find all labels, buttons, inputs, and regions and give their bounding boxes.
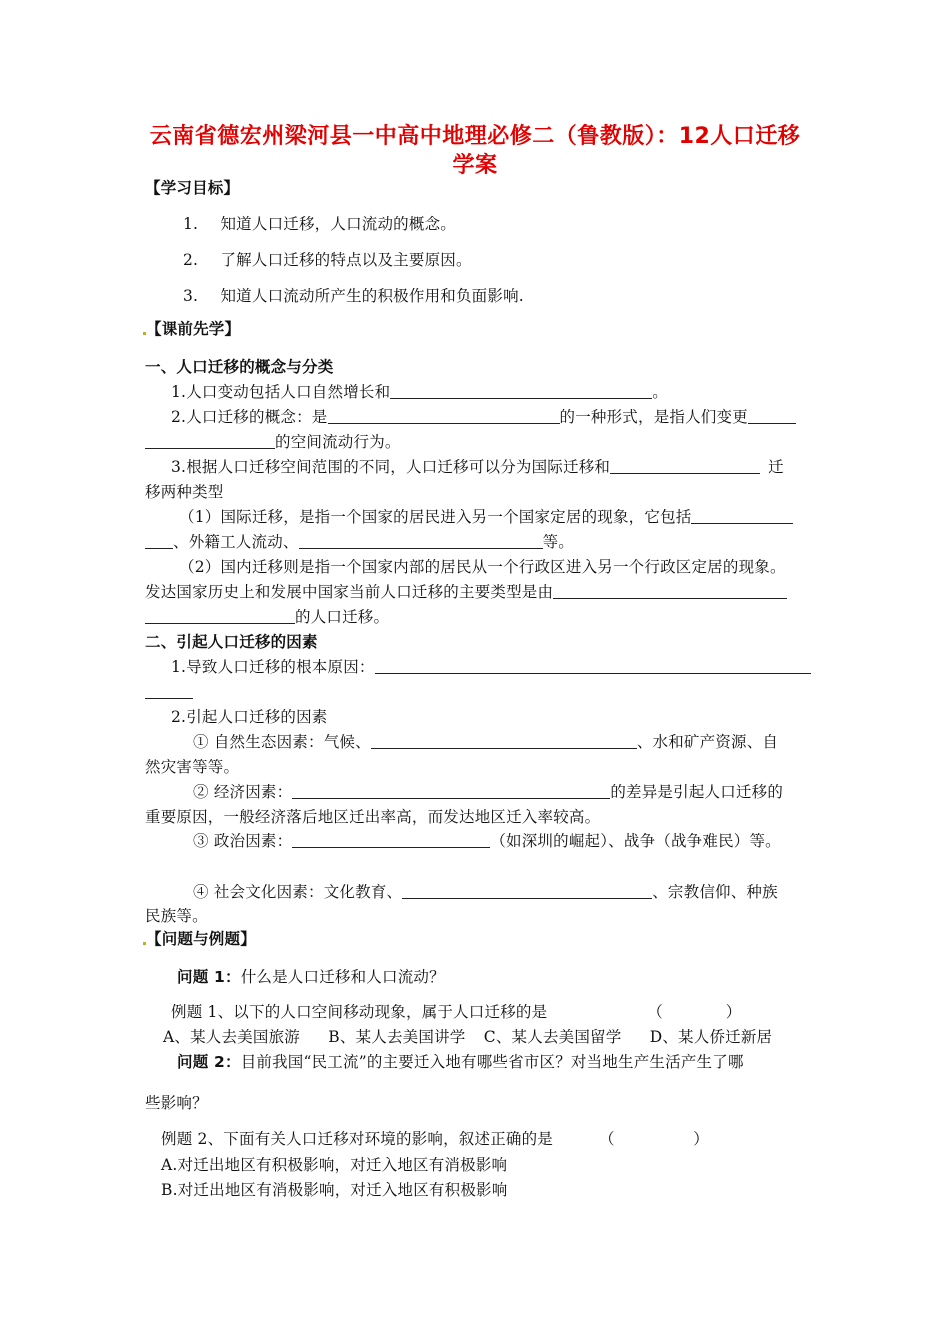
question-2-cont: 的空间流动行为。 [145,432,401,452]
answer-blank[interactable] [299,533,543,549]
option-c: C、某人去美国留学 [483,1028,622,1046]
goal-text: 知道人口流动所产生的积极作用和负面影响. [220,287,524,305]
answer-blank[interactable] [371,733,637,749]
goal-number: 1. [183,215,199,233]
example-1: 例题 1、以下的人口空间移动现象，属于人口迁移的是 （ ） [171,1003,742,1021]
problems-heading: 【问题与例题】 [143,929,256,949]
question-4-cont [145,682,193,702]
section-1-title: 一、人口迁移的概念与分类 [145,358,334,376]
example-2: 例题 2、下面有关人口迁移对环境的影响，叙述正确的是 （ ） [161,1130,709,1148]
goal-text: 知道人口迁移，人口流动的概念。 [220,215,456,233]
goal-item [183,250,472,270]
answer-blank[interactable] [292,783,610,799]
question-3-2-cont2: 的人口迁移。 [145,607,389,627]
goal-text: 了解人口迁移的特点以及主要原因。 [220,251,472,269]
option-a: A、某人去美国旅游 [163,1028,300,1046]
document-title-line2: 学案 [452,153,498,178]
answer-blank[interactable] [145,433,275,449]
factor-natural: ① 自然生态因素：气候、 、水和矿产资源、自 [193,733,779,751]
answer-blank[interactable] [553,583,787,599]
answer-blank[interactable] [691,508,793,524]
goal-number: 3. [183,287,199,305]
factor-political: ③ 政治因素： （如深圳的崛起）、战争（战争难民）等。 [193,832,781,850]
goals-heading: 【学习目标】 [145,179,240,197]
question-2: 2.人口迁移的概念：是 的一种形式，是指人们变更 [171,407,796,427]
question-3: 3.根据人口迁移空间范围的不同，人口迁移可以分为国际迁移和 迁 [171,458,784,476]
factor-economic-cont: 重要原因，一般经济落后地区迁出率高，而发达地区迁入率较高。 [145,808,601,826]
example-2-option-a: A.对迁出地区有积极影响，对迁入地区有消极影响 [161,1156,508,1174]
factor-economic: ② 经济因素： 的差异是引起人口迁移的 [193,783,784,801]
factor-social: ④ 社会文化因素：文化教育、 、宗教信仰、种族 [193,883,778,901]
factor-social-cont: 民族等。 [145,907,208,925]
question-1: 1.人口变动包括人口自然增长和 。 [171,383,668,401]
answer-blank[interactable] [390,383,652,399]
goal-number: 2. [183,251,199,269]
answer-blank[interactable] [328,408,560,424]
factor-natural-cont: 然灾害等等。 [145,758,240,776]
problem-2: 问题 2：目前我国“民工流”的主要迁入地有哪些省市区？对当地生产生活产生了哪 [177,1053,744,1071]
answer-blank[interactable] [145,608,295,624]
goal-item [183,286,524,306]
question-4: 1.导致人口迁移的根本原因： [171,657,811,677]
problem-2-cont: 些影响？ [145,1094,208,1112]
problem-1: 问题 1：什么是人口迁移和人口流动？ [177,968,445,986]
option-b: B、某人去美国讲学 [328,1028,466,1046]
goal-item [183,214,456,234]
question-3-1-cont: 、外籍工人流动、 等。 [145,532,574,552]
answer-blank[interactable] [375,658,811,674]
answer-blank[interactable] [145,533,173,549]
answer-blank[interactable] [610,458,760,474]
question-3-cont: 移两种类型 [145,483,224,501]
answer-blank[interactable] [748,408,796,424]
answer-blank[interactable] [402,883,652,899]
answer-blank[interactable] [292,832,490,848]
example-2-option-b: B.对迁出地区有消极影响，对迁入地区有积极影响 [161,1181,508,1199]
answer-blank[interactable] [145,683,193,699]
question-5: 2.引起人口迁移的因素 [171,708,328,726]
document-title: 云南省德宏州梁河县一中高中地理必修二（鲁教版）：12人口迁移 [149,124,801,149]
question-3-1: （1）国际迁移，是指一个国家的居民进入另一个国家定居的现象，它包括 [179,507,793,527]
question-3-2: （2）国内迁移则是指一个国家内部的居民从一个行政区进入另一个行政区定居的现象。 [179,558,786,576]
question-3-2-cont: 发达国家历史上和发展中国家当前人口迁移的主要类型是由 [145,582,787,602]
section-2-title: 二、引起人口迁移的因素 [145,633,318,651]
example-1-options [163,1027,772,1047]
preview-heading: 【课前先学】 [143,319,240,339]
option-d: D、某人侨迁新居 [649,1028,773,1046]
